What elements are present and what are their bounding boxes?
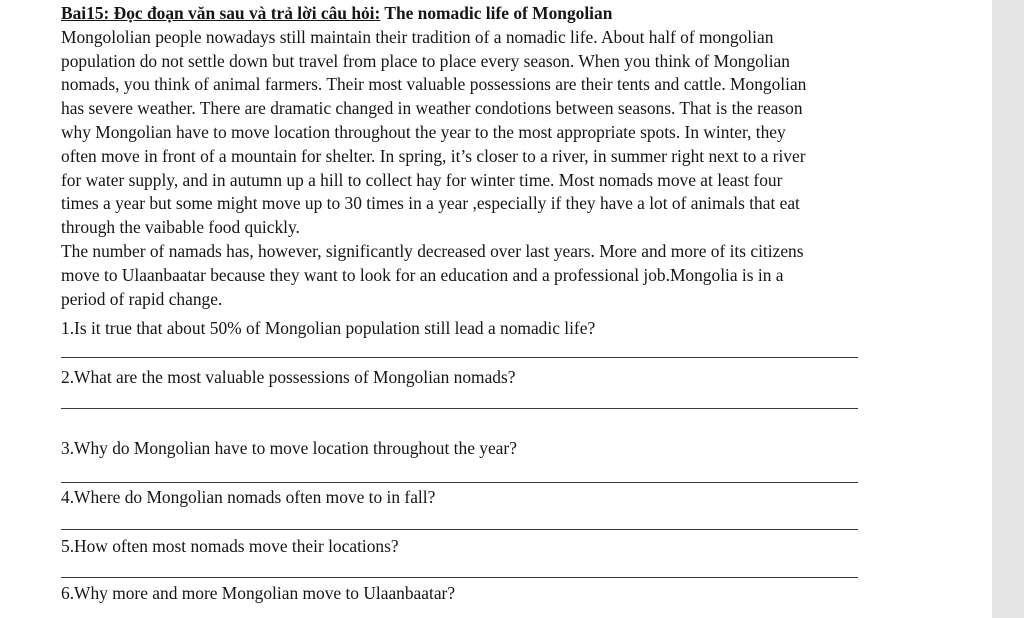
question-4: 4.Where do Mongolian nomads often move to in fall? [61,487,436,507]
exercise-instruction: Bai15: Đọc đoạn văn sau và trả lời câu hỏi: [61,3,381,23]
question-6: 6.Why more and more Mongolian move to Ulaanbaatar? [61,583,456,603]
paragraph-line: through the vaibable food quickly. [61,217,300,238]
question-1: 1.Is it true that about 50% of Mongolian population still lead a nomadic life? [61,318,596,338]
answer-line-1 [61,357,858,358]
answer-line-3 [61,482,858,483]
answer-line-2 [61,408,858,409]
paragraph-1 [61,26,961,240]
paragraph-line: nomads, you think of animal farmers. Their most valuable possessions are their tents and cattle. Mongolian [61,74,807,95]
paragraph-line: period of rapid change. [61,288,223,309]
paragraph-line: The number of namads has, however, significantly decreased over last years. More and more of its citizens [61,240,804,261]
paragraph-line: move to Ulaanbaatar because they want to look for an education and a professional job.Mongolia is in a [61,264,784,285]
paragraph-line: population do not settle down but travel from place to place every season. When you think of Mongolian [61,50,790,71]
paragraph-line: for water supply, and in autumn up a hill to collect hay for winter time. Most nomads move at least four [61,169,783,190]
answer-line-5 [61,577,858,578]
reading-passage [61,2,961,311]
paragraph-line: Mongololian people nowadays still maintain their tradition of a nomadic life. About half of mongolian [61,26,774,47]
worksheet-title [61,2,961,26]
paragraph-line: has severe weather. There are dramatic changed in weather condotions between seasons. That is the reason [61,98,803,119]
answer-line-4 [61,529,858,530]
question-3: 3.Why do Mongolian have to move location throughout the year? [61,438,517,458]
passage-title: The nomadic life of Mongolian [380,3,613,23]
paragraph-line: why Mongolian have to move location throughout the year to the most appropriate spots. In winter, they [61,121,786,142]
question-2: 2.What are the most valuable possessions of Mongolian nomads? [61,367,516,387]
paragraph-line: often move in front of a mountain for shelter. In spring, it’s closer to a river, in summer right next to a river [61,145,806,166]
paragraph-line: times a year but some might move up to 30 times in a year ,especially if they have a lot of animals that eat [61,193,800,214]
paragraph-2 [61,240,961,311]
viewer-margin [992,0,1024,618]
question-5: 5.How often most nomads move their locations? [61,536,399,556]
